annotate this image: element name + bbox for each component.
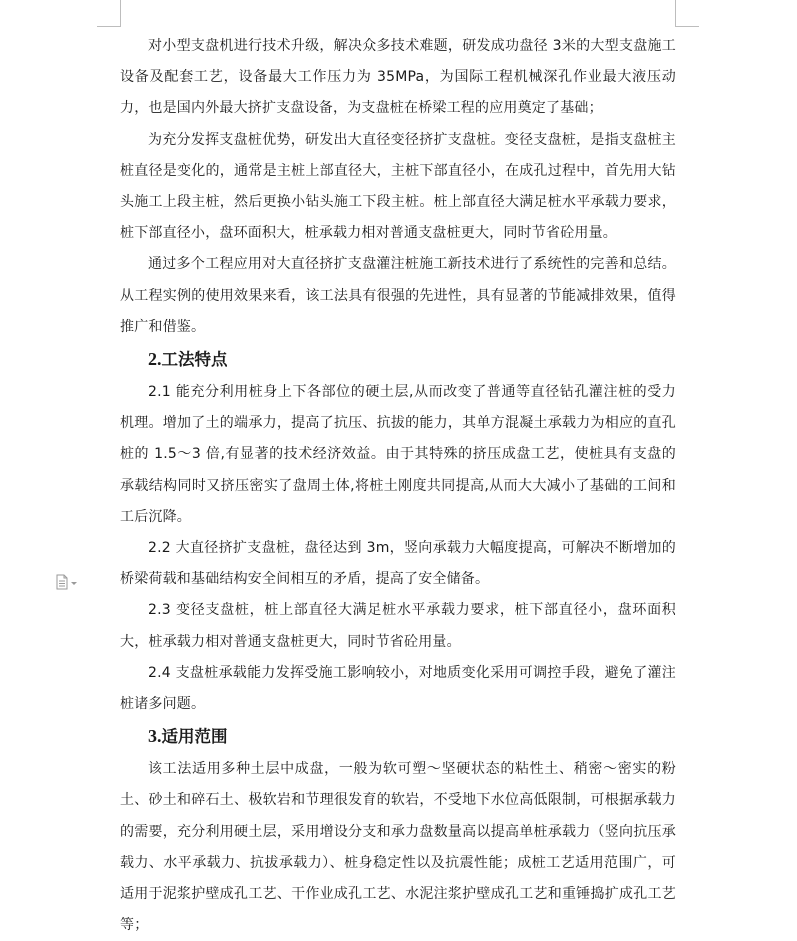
section-number: 2. bbox=[148, 349, 162, 370]
crop-mark-top-right-vertical bbox=[675, 0, 676, 26]
document-options-icon[interactable] bbox=[55, 574, 79, 590]
body-paragraph: 2.4 支盘桩承载能力发挥受施工影响较小，对地质变化采用可调控手段，避免了灌注桩诸多问题。 bbox=[120, 664, 676, 713]
body-paragraph: 对小型支盘机进行技术升级，解决众多技术难题，研发成功盘径 3米的大型支盘施工设备及配套工艺，设备最大工作压力为 35MPa，为国际工程机械深孔作业最大液压动力，也是国内外最大挤扩支盘设备，为支盘桩在桥梁工程的应用奠定了基础； bbox=[120, 38, 676, 117]
document-body bbox=[120, 31, 676, 941]
body-paragraph: 通过多个工程应用对大直径挤扩支盘灌注桩施工新技术进行了系统性的完善和总结。从工程实例的使用效果来看，该工法具有很强的先进性，具有显著的节能减排效果，值得推广和借鉴。 bbox=[120, 256, 676, 335]
crop-mark-top-left-vertical bbox=[120, 0, 121, 26]
section-number: 3. bbox=[148, 726, 162, 747]
body-paragraph: 该工法适用多种土层中成盘，一般为软可塑～坚硬状态的粘性土、稍密～密实的粉土、砂土和碎石土、极软岩和节理很发育的软岩，不受地下水位高低限制，可根据承载力的需要，充分利用硬土层，采用增设分支和承力盘数量高以提高单桩承载力（竖向抗压承载力、水平承载力、抗拔承载力）、桩身稳定性以及抗震性能；成桩工艺适用范围广，可适用于泥浆护壁成孔工艺、干作业成孔工艺、水泥注浆护壁成孔工艺和重锤捣扩成孔工艺等； bbox=[120, 761, 676, 934]
crop-mark-top-right-horizontal bbox=[675, 26, 699, 27]
body-paragraph: 为充分发挥支盘桩优势，研发出大直径变径挤扩支盘桩。变径支盘桩，是指支盘桩主桩直径是变化的，通常是主桩上部直径大，主桩下部直径小，在成孔过程中，首先用大钻头施工上段主桩，然后更换小钻头施工下段主桩。桩上部直径大满足桩水平承载力要求，桩下部直径小，盘环面积大，桩承载力相对普通支盘桩更大，同时节省砼用量。 bbox=[120, 131, 676, 242]
section-title: 适用范围 bbox=[161, 727, 228, 747]
crop-mark-top-left-horizontal bbox=[97, 26, 121, 27]
body-paragraph: 2.3 变径支盘桩，桩上部直径大满足桩水平承载力要求，桩下部直径小，盘环面积大，桩承载力相对普通支盘桩更大，同时节省砼用量。 bbox=[120, 602, 676, 650]
section-heading-3 bbox=[120, 720, 676, 754]
section-heading-2 bbox=[120, 343, 676, 377]
section-title: 工法特点 bbox=[161, 350, 228, 370]
body-paragraph: 2.1 能充分利用桩身上下各部位的硬土层,从而改变了普通等直径钻孔灌注桩的受力机理。增加了土的端承力，提高了抗压、抗拔的能力，其单方混凝土承载力为相应的直孔桩的 1.5～3 倍,有显著的技术经济效益。由于其特殊的挤压成盘工艺，使桩具有支盘的承载结构同时又挤压密实了盘周土体,将桩土刚度共同提高,从而大大减小了基础的工间和工后沉降。 bbox=[120, 384, 676, 525]
body-paragraph: 2.2 大直径挤扩支盘桩，盘径达到 3m，竖向承载力大幅度提高，可解决不断增加的桥梁荷载和基础结构安全间相互的矛盾，提高了安全储备。 bbox=[120, 540, 676, 588]
